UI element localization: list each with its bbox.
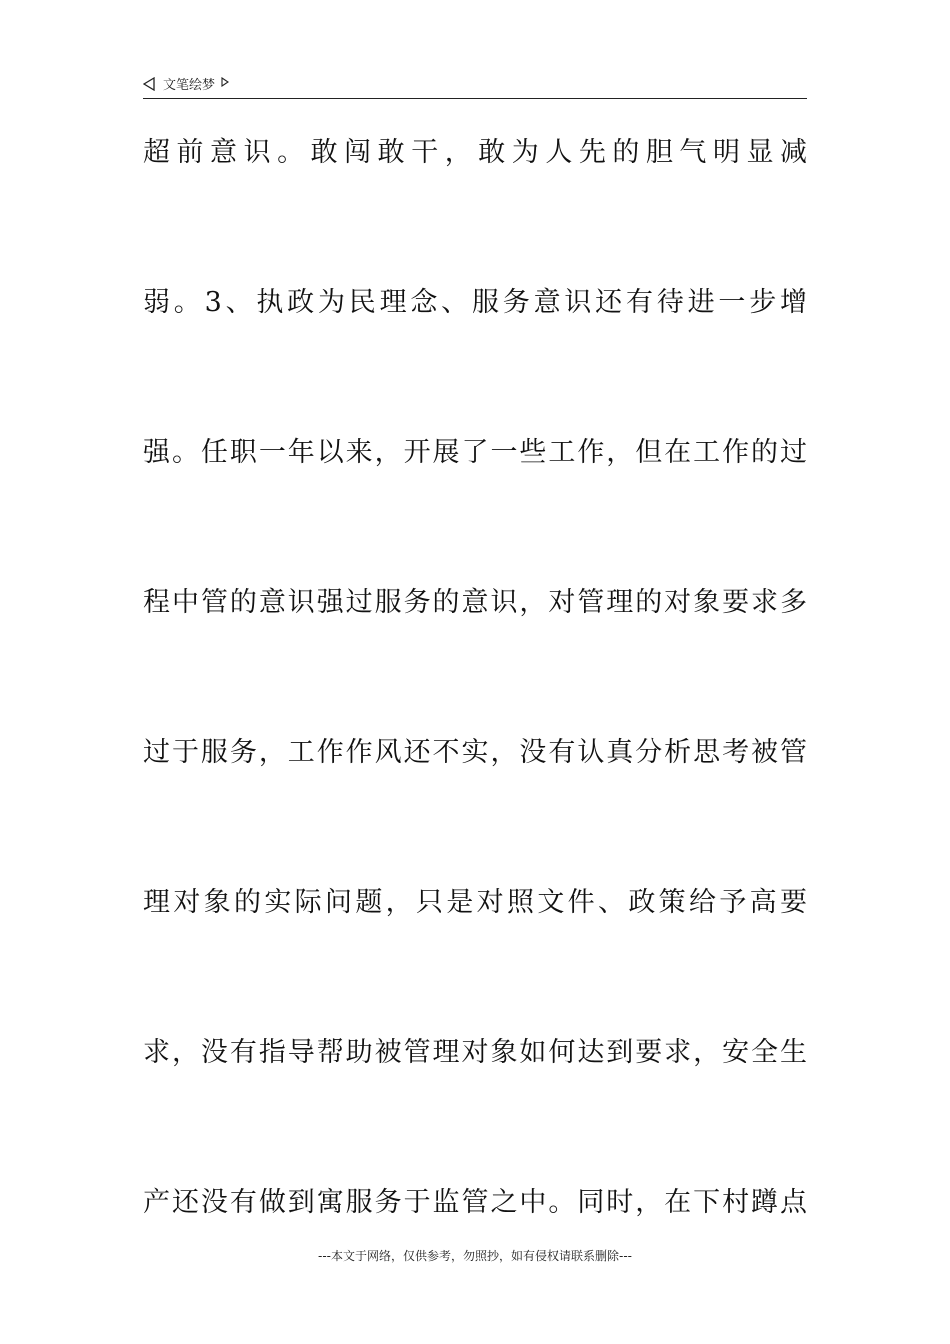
text-line: 弱。3、执政为民理念、服务意识还有待进一步增	[143, 287, 807, 318]
text-line: 求，没有指导帮助被管理对象如何达到要求，安全生	[143, 1037, 807, 1068]
brand-text: 文笔绘梦	[163, 78, 216, 93]
text-line: 强。任职一年以来，开展了一些工作，但在工作的过	[143, 437, 807, 468]
page-header	[143, 72, 807, 99]
text-line: 超前意识。敢闯敢干，敢为人先的胆气明显减	[143, 137, 807, 168]
triangle-right-icon	[221, 77, 229, 87]
text-line: 理对象的实际问题，只是对照文件、政策给予高要	[143, 887, 807, 918]
document-body	[143, 130, 807, 1330]
text-line: 过于服务，工作作风还不实，没有认真分析思考被管	[143, 737, 807, 768]
triangle-left-icon	[143, 77, 155, 91]
text-line: 产还没有做到寓服务于监管之中。同时，在下村蹲点	[143, 1187, 807, 1218]
text-line: 程中管的意识强过服务的意识，对管理的对象要求多	[143, 587, 807, 618]
header-brand	[143, 74, 229, 93]
footer-disclaimer: ---本文于网络，仅供参考，勿照抄，如有侵权请联系删除---	[318, 1249, 632, 1263]
